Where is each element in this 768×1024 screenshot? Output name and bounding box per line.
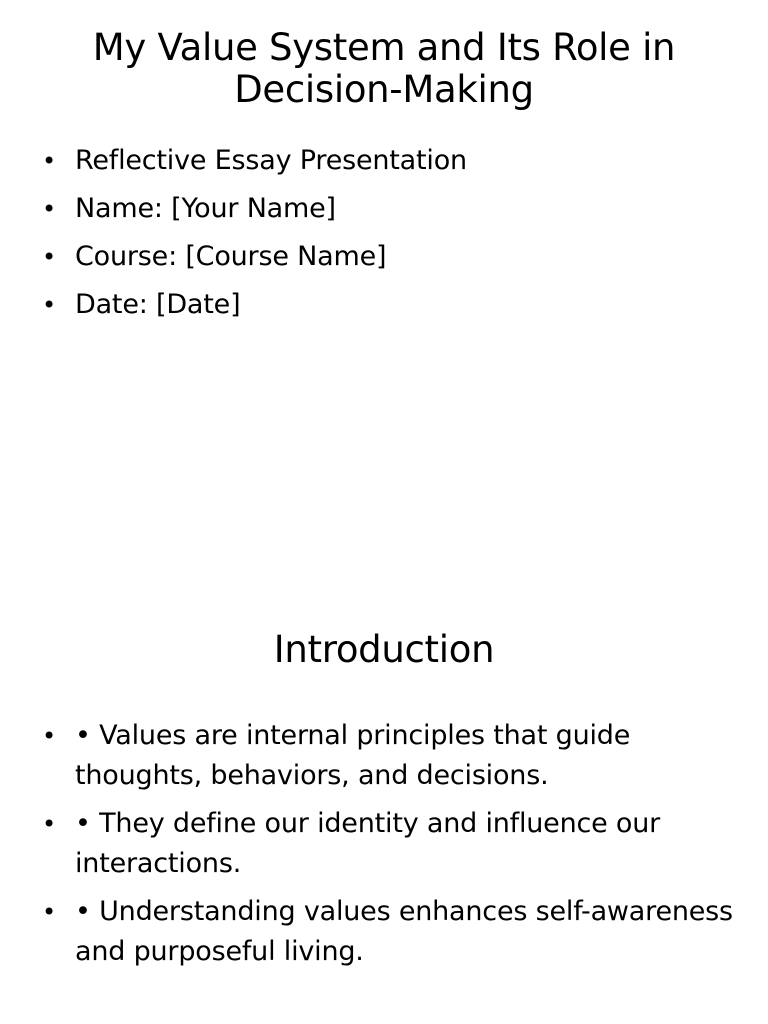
- bullet-marker: •: [42, 291, 56, 319]
- bullet-text: Date: [Date]: [75, 289, 241, 320]
- list-item: [38, 285, 738, 325]
- bullet-list: [38, 716, 738, 980]
- slide-title: Introduction: [273, 628, 495, 671]
- bullet-marker: •: [42, 147, 56, 175]
- bullet-text: Course: [Course Name]: [75, 241, 387, 272]
- bullet-marker: •: [42, 898, 56, 926]
- slide-introduction: [0, 512, 768, 1024]
- list-item: [38, 237, 738, 277]
- bullet-marker: •: [42, 810, 56, 838]
- bullet-text: • They define our identity and influence our interactions.: [75, 808, 661, 879]
- list-item: [38, 141, 738, 181]
- bullet-text: Name: [Your Name]: [75, 193, 336, 224]
- bullet-text: • Values are internal principles that guide thoughts, behaviors, and decisions.: [75, 720, 631, 791]
- slide-title: My Value System and Its Role in Decision-Making: [92, 26, 676, 111]
- list-item: [38, 716, 738, 796]
- list-item: [38, 189, 738, 229]
- list-item: [38, 892, 738, 972]
- bullet-marker: •: [42, 722, 56, 750]
- bullet-list: [38, 141, 738, 333]
- bullet-marker: •: [42, 195, 56, 223]
- bullet-text: Reflective Essay Presentation: [75, 145, 467, 176]
- list-item: [38, 804, 738, 884]
- bullet-text: • Understanding values enhances self-awareness and purposeful living.: [75, 896, 733, 967]
- bullet-marker: •: [42, 243, 56, 271]
